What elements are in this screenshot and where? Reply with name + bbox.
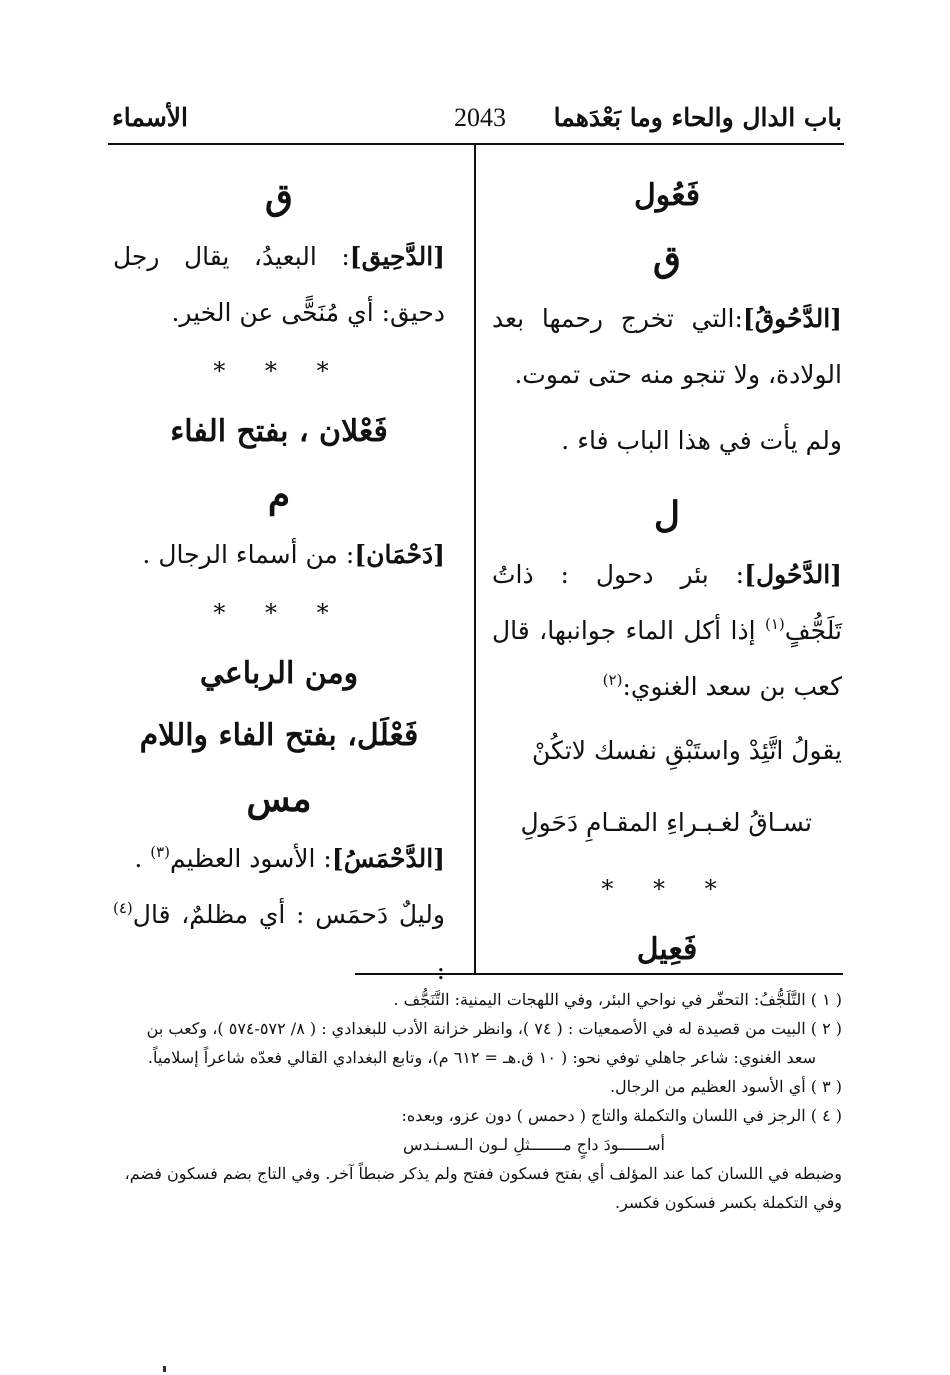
pattern-heading: فَعُول [633,178,701,213]
verse-line: يقولُ اتَّئِدْ واستَبْقِ نفسك لاتكُنْ [532,736,842,765]
letter-heading: ق [653,238,681,280]
entry-text: : الأسود العظيم [170,844,332,873]
column-divider [474,143,476,973]
entry-text: : بئر دحول : ذاتُ تَلَجُّفٍ [492,560,842,645]
footnote-4-continued: وضبطه في اللسان كما عند المؤلف أي بفتح فسكون ففتح ولم يذكر ضبطاً آخر. وفي التاج بضم فسكون فضم، [124,1164,842,1183]
footnote-1: ( ١ ) التَّلَجُّفُ: التحفّر في نواحي البئر، وفي اللهجات اليمنية: التَّنَجُّف . [393,990,842,1009]
note-text: ولم يأت في هذا الباب فاء . [561,426,842,455]
letter-heading: ل [653,494,681,536]
footnote-ref: (٣) [150,843,171,861]
entry-dahul [492,547,842,715]
entry-text: وليلٌ دَحمَس : أي مظلمٌ، قال [132,900,445,929]
entry-text: : من أسماء الرجال . [142,540,355,569]
left-column [113,165,445,999]
entry-layl-dahmas [113,887,445,999]
entry-word: [الدَّحُول] [744,560,842,589]
pattern-heading: فَعْلَل، بفتح الفاء واللام [139,718,419,753]
entry-dahman [113,527,445,583]
separator-stars: * * * [601,875,733,903]
footnote-4-verse: أســــــودَ داجٍ مـــــــثلِ لـون الـسـنـدس [403,1135,665,1154]
footnote-ref: (١) [764,615,785,633]
scan-mark [163,1366,166,1372]
page-number: 2043 [454,103,506,132]
entry-word: [الدَّحُوقُ] [742,304,842,333]
footnote-ref: (٢) [602,671,623,689]
entry-text: : البعيدُ، يقال رجل دحيق: أي مُنَحًّى عن الخير. [113,242,445,327]
entry-text: . [134,844,151,873]
letter-heading: ق [265,176,293,218]
footnote-4-end: وفي التكملة بكسر فسكون فكسر. [615,1193,842,1212]
footnote-4: ( ٤ ) الرجز في اللسان والتكملة والتاج ( دحمس ) دون عزو، وبعده: [401,1106,842,1125]
entry-word: [الدَّحْمَسُ] [331,844,445,873]
verse-line: تسـاقُ لغـبـراءِ المقـامِ دَحَولِ [520,808,812,837]
entry-text: :التي تخرج رحمها بعد الولادة، ولا تنجو منه حتى تموت. [492,304,842,389]
separator-stars: * * * [213,599,345,627]
separator-stars: * * * [213,357,345,385]
footnote-ref: (٤) [113,899,133,917]
footnote-rule [355,973,843,975]
pattern-heading: فَعِيل [636,932,698,967]
header-rule [108,143,844,145]
entry-text: إذا أكل الماء جوانبها، قال كعب بن سعد الغنوي: [492,616,842,701]
entry-word: [دَحْمَان] [354,540,445,569]
letter-heading: مس [246,778,312,820]
letter-heading: م [267,474,291,516]
entry-dahmas [113,831,445,887]
entry-text: : [436,956,445,985]
section-heading: ومن الرباعي [199,656,359,691]
footnote-3: ( ٣ ) أي الأسود العظيم من الرجال. [609,1077,842,1096]
chapter-title: باب الدال والحاء وما بَعْدَهما [553,103,842,132]
footnote-2-continued: سعد الغنوي: شاعر جاهلي توفي نحو: ( ١٠ ق.هـ = ٦١٢ م)، وتابع البغدادي القالي فعدّه شاعراً إسلامياً. [147,1048,816,1067]
section-label: الأسماء [112,103,188,132]
footnote-2: ( ٢ ) البيت من قصيدة له في الأصمعيات : ( ٧٤ )، وانظر خزانة الأدب للبغدادي : ( ٨/ ٥٧٢-٥٧٤ )، وكعب بن [146,1019,842,1038]
footnotes [106,985,842,1217]
right-column [492,165,842,981]
pattern-heading: فَعْلان ، بفتح الفاء [170,414,388,449]
entry-dahiq [113,229,445,341]
entry-word: [الدَّحِيق] [349,242,445,271]
entry-dahuq [492,291,842,403]
